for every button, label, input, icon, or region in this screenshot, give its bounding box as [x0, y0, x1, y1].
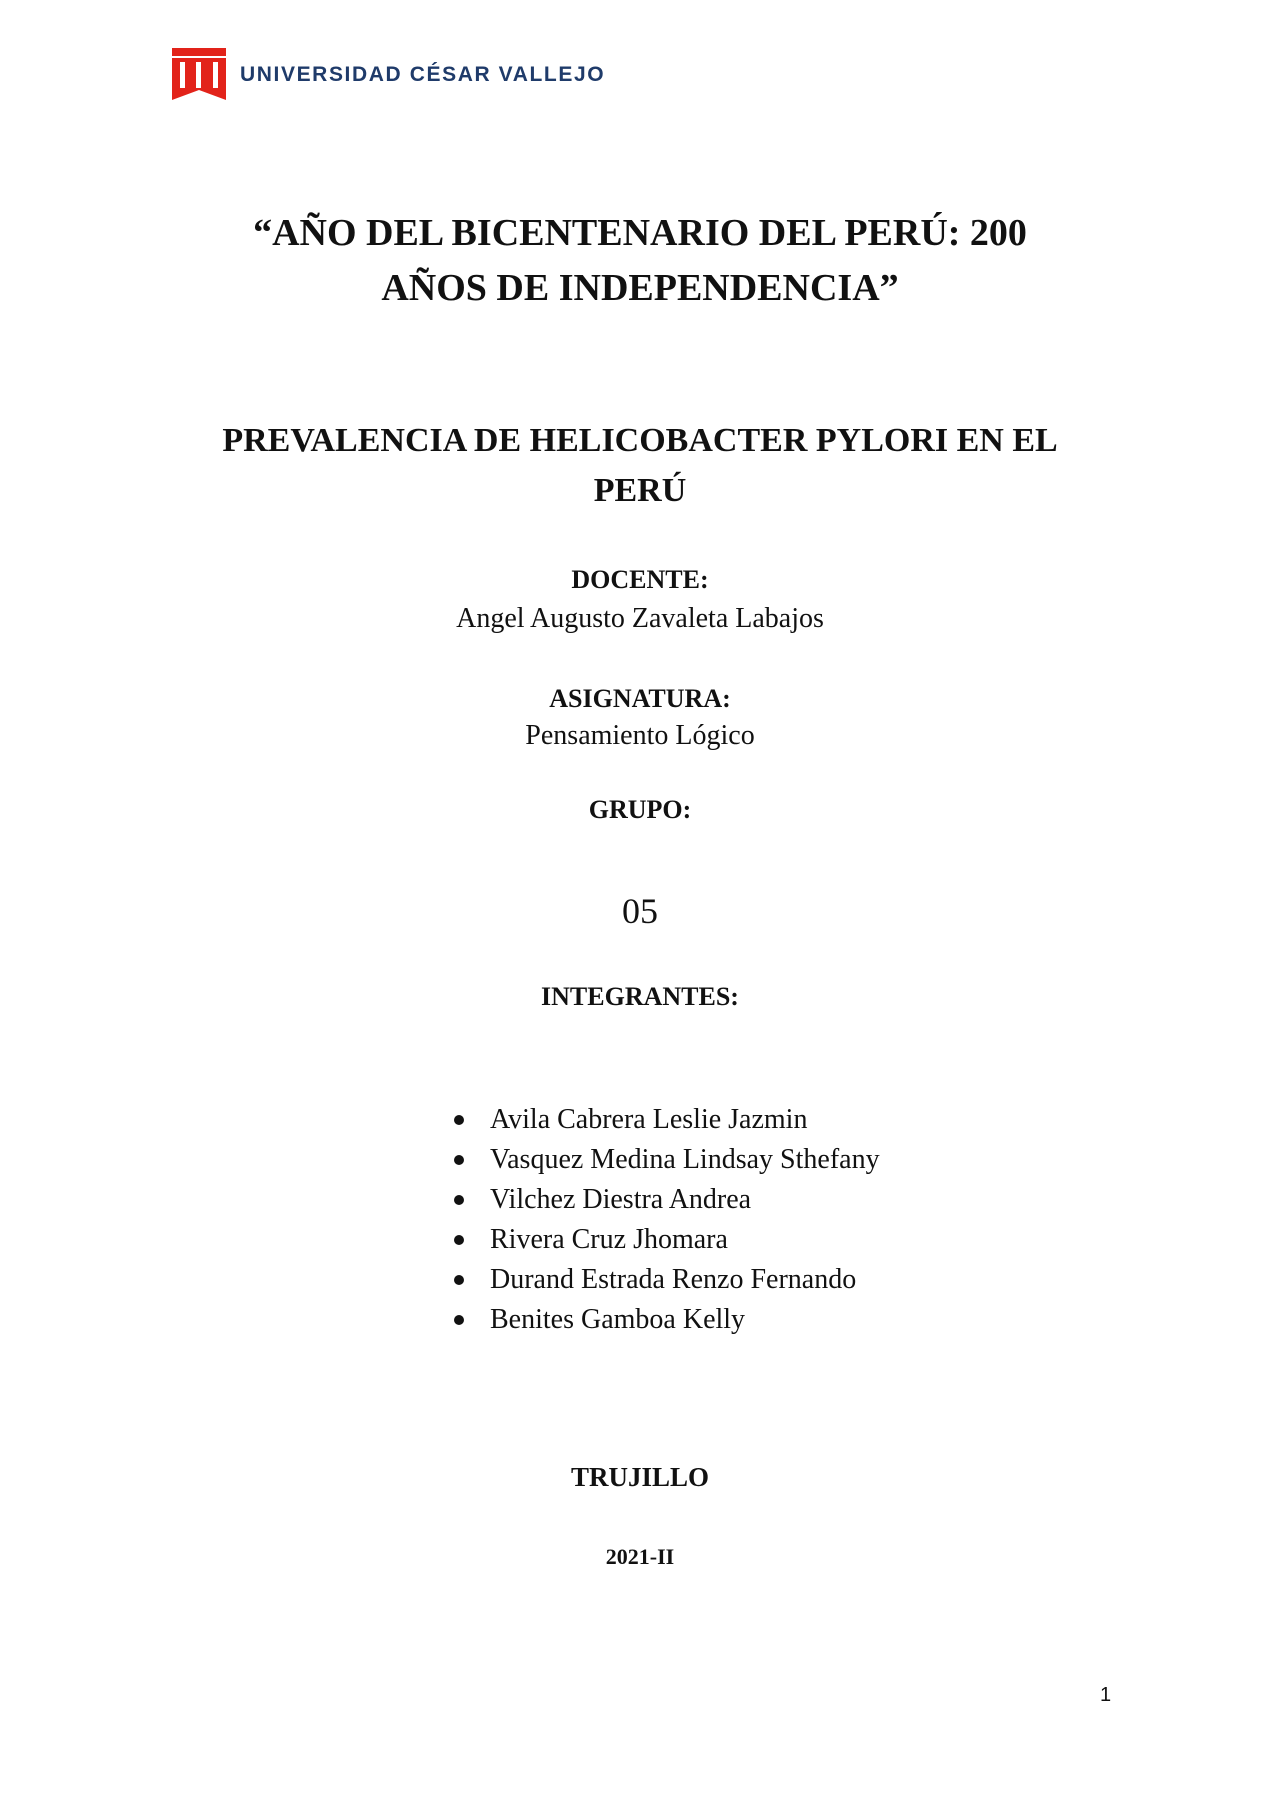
member-name: Vilchez Diestra Andrea: [490, 1184, 752, 1215]
docente-name: Angel Augusto Zavaleta Labajos: [456, 603, 824, 634]
university-logo: [170, 46, 605, 104]
motto-line: “AÑO DEL BICENTENARIO DEL PERÚ: 200: [253, 212, 1027, 254]
bullet-icon: [454, 1315, 464, 1325]
member-name: Benites Gamboa Kelly: [490, 1304, 746, 1335]
asignatura-label: ASIGNATURA:: [549, 684, 731, 713]
asignatura-name: Pensamiento Lógico: [525, 720, 755, 751]
title-line: PREVALENCIA DE HELICOBACTER PYLORI EN EL: [222, 422, 1058, 459]
university-shield-logo-icon: [170, 46, 228, 104]
bullet-icon: [454, 1115, 464, 1125]
list-item: [452, 1220, 880, 1260]
bullet-icon: [454, 1275, 464, 1285]
university-name: UNIVERSIDAD CÉSAR VALLEJO: [240, 63, 606, 86]
member-name: Rivera Cruz Jhomara: [490, 1224, 728, 1255]
title-line: PERÚ: [593, 472, 687, 509]
document-title: [0, 416, 1280, 516]
member-name: Vasquez Medina Lindsay Sthefany: [490, 1144, 880, 1175]
integrantes-label: INTEGRANTES:: [541, 982, 739, 1011]
member-name: Avila Cabrera Leslie Jazmin: [490, 1104, 808, 1135]
list-item: [452, 1300, 880, 1340]
list-item: [452, 1140, 880, 1180]
member-name: Durand Estrada Renzo Fernando: [490, 1264, 857, 1295]
docente-label: DOCENTE:: [571, 565, 709, 594]
page-number: 1: [1100, 1684, 1112, 1706]
academic-period: 2021-II: [605, 1544, 675, 1569]
list-item: [452, 1260, 880, 1300]
integrantes-list: [452, 1100, 880, 1340]
bicentennial-motto: [0, 206, 1280, 316]
bullet-icon: [454, 1195, 464, 1205]
bullet-icon: [454, 1235, 464, 1245]
city: TRUJILLO: [570, 1462, 710, 1492]
grupo-number: 05: [622, 891, 658, 931]
bullet-icon: [454, 1155, 464, 1165]
motto-line: AÑOS DE INDEPENDENCIA”: [381, 267, 899, 309]
list-item: [452, 1100, 880, 1140]
list-item: [452, 1180, 880, 1220]
grupo-label: GRUPO:: [588, 795, 692, 824]
